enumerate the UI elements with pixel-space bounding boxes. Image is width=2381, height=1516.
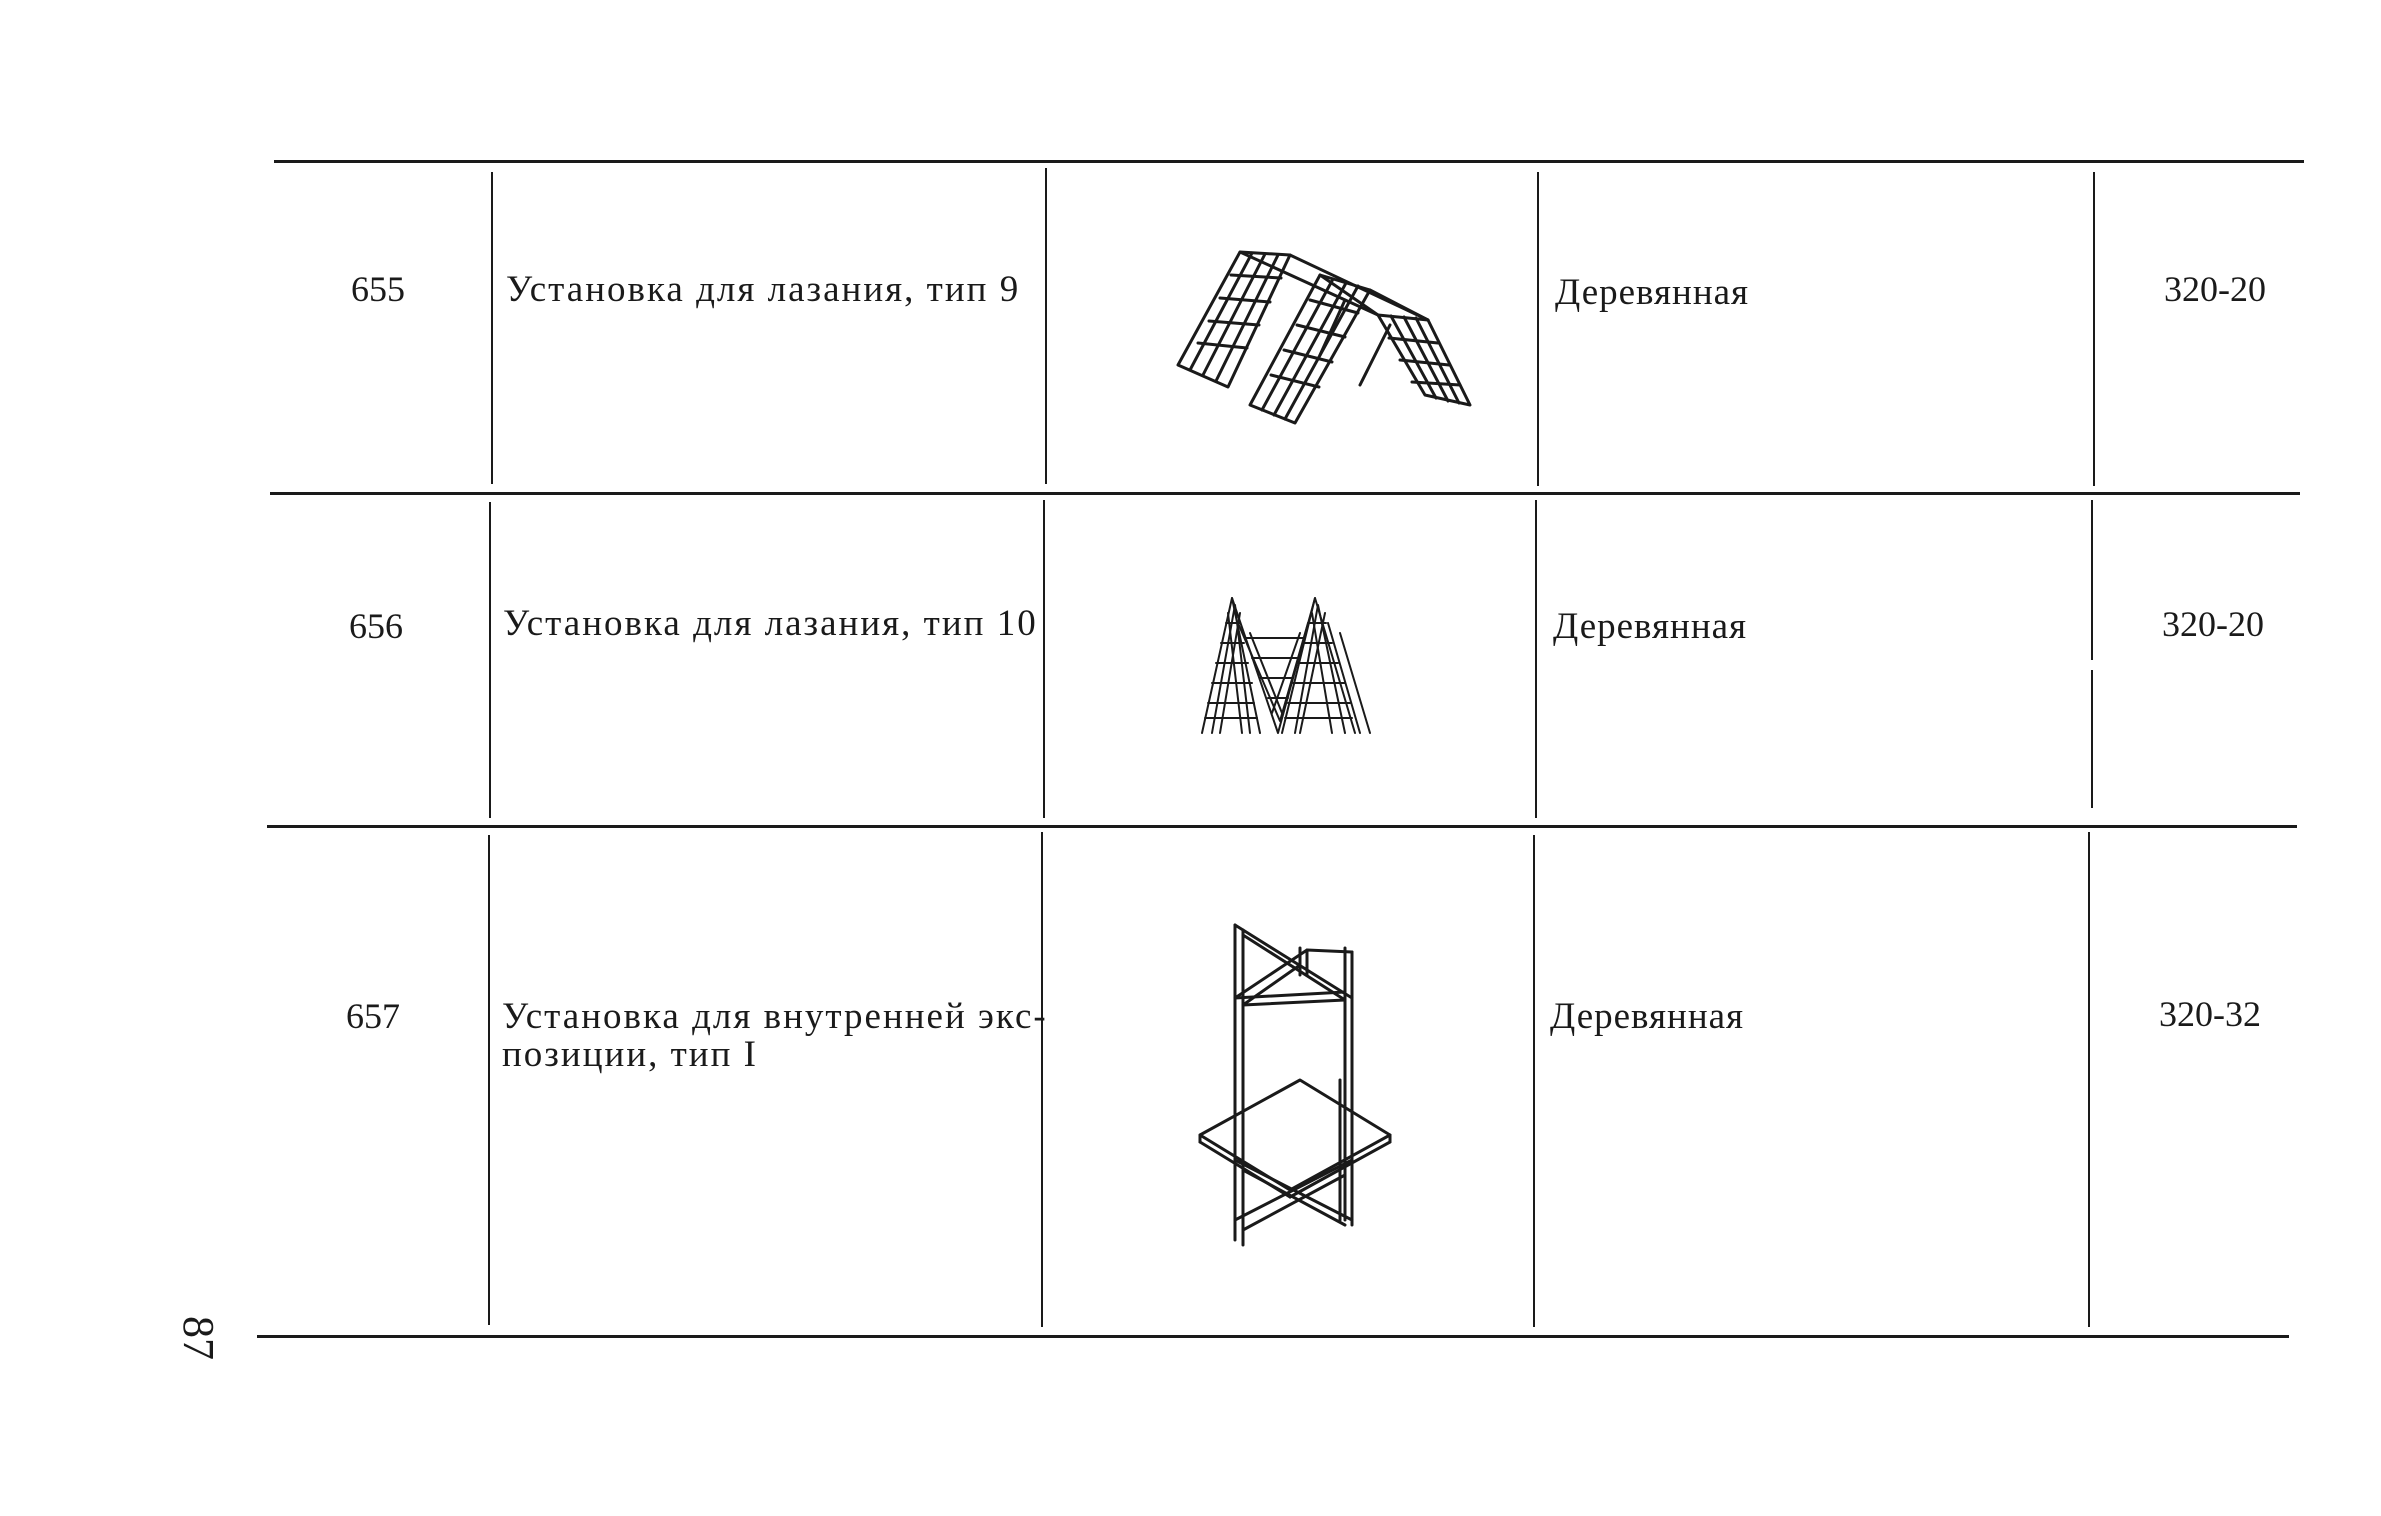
item-number: 655 [351, 269, 405, 309]
column-divider [1535, 500, 1537, 818]
climbing-frame-type-10-icon [1200, 593, 1375, 738]
row-divider [270, 492, 2300, 495]
column-divider [2093, 172, 2095, 486]
item-material: Деревянная [1555, 272, 1750, 313]
column-divider [488, 835, 490, 1325]
column-divider [1041, 832, 1043, 1327]
item-number: 656 [349, 606, 403, 646]
table-top-rule [274, 160, 2304, 163]
column-divider [489, 502, 491, 818]
item-name: Установка для лазания, тип 9 [506, 269, 1021, 310]
item-name: Установка для лазания, тип 10 [503, 603, 1038, 644]
table-bottom-rule [257, 1335, 2289, 1338]
item-name-line-2: позиции, тип I [502, 1034, 758, 1075]
item-code: 320-20 [2162, 604, 2264, 644]
column-divider [2091, 670, 2093, 808]
column-divider [2088, 832, 2090, 1327]
column-divider [1533, 835, 1535, 1327]
item-material: Деревянная [1550, 996, 1745, 1037]
column-divider [1045, 168, 1047, 484]
item-code: 320-32 [2159, 994, 2261, 1034]
page-number: 87 [174, 1316, 223, 1360]
item-name-line-1: Установка для внутренней экс- [502, 996, 1048, 1037]
column-divider [491, 172, 493, 484]
column-divider [1043, 500, 1045, 818]
item-number: 657 [346, 996, 400, 1036]
item-code: 320-20 [2164, 269, 2266, 309]
climbing-frame-type-9-icon [1170, 245, 1440, 430]
item-material: Деревянная [1553, 606, 1748, 647]
column-divider [1537, 172, 1539, 486]
row-divider [267, 825, 2297, 828]
exhibition-stand-type-1-icon [1195, 920, 1395, 1260]
